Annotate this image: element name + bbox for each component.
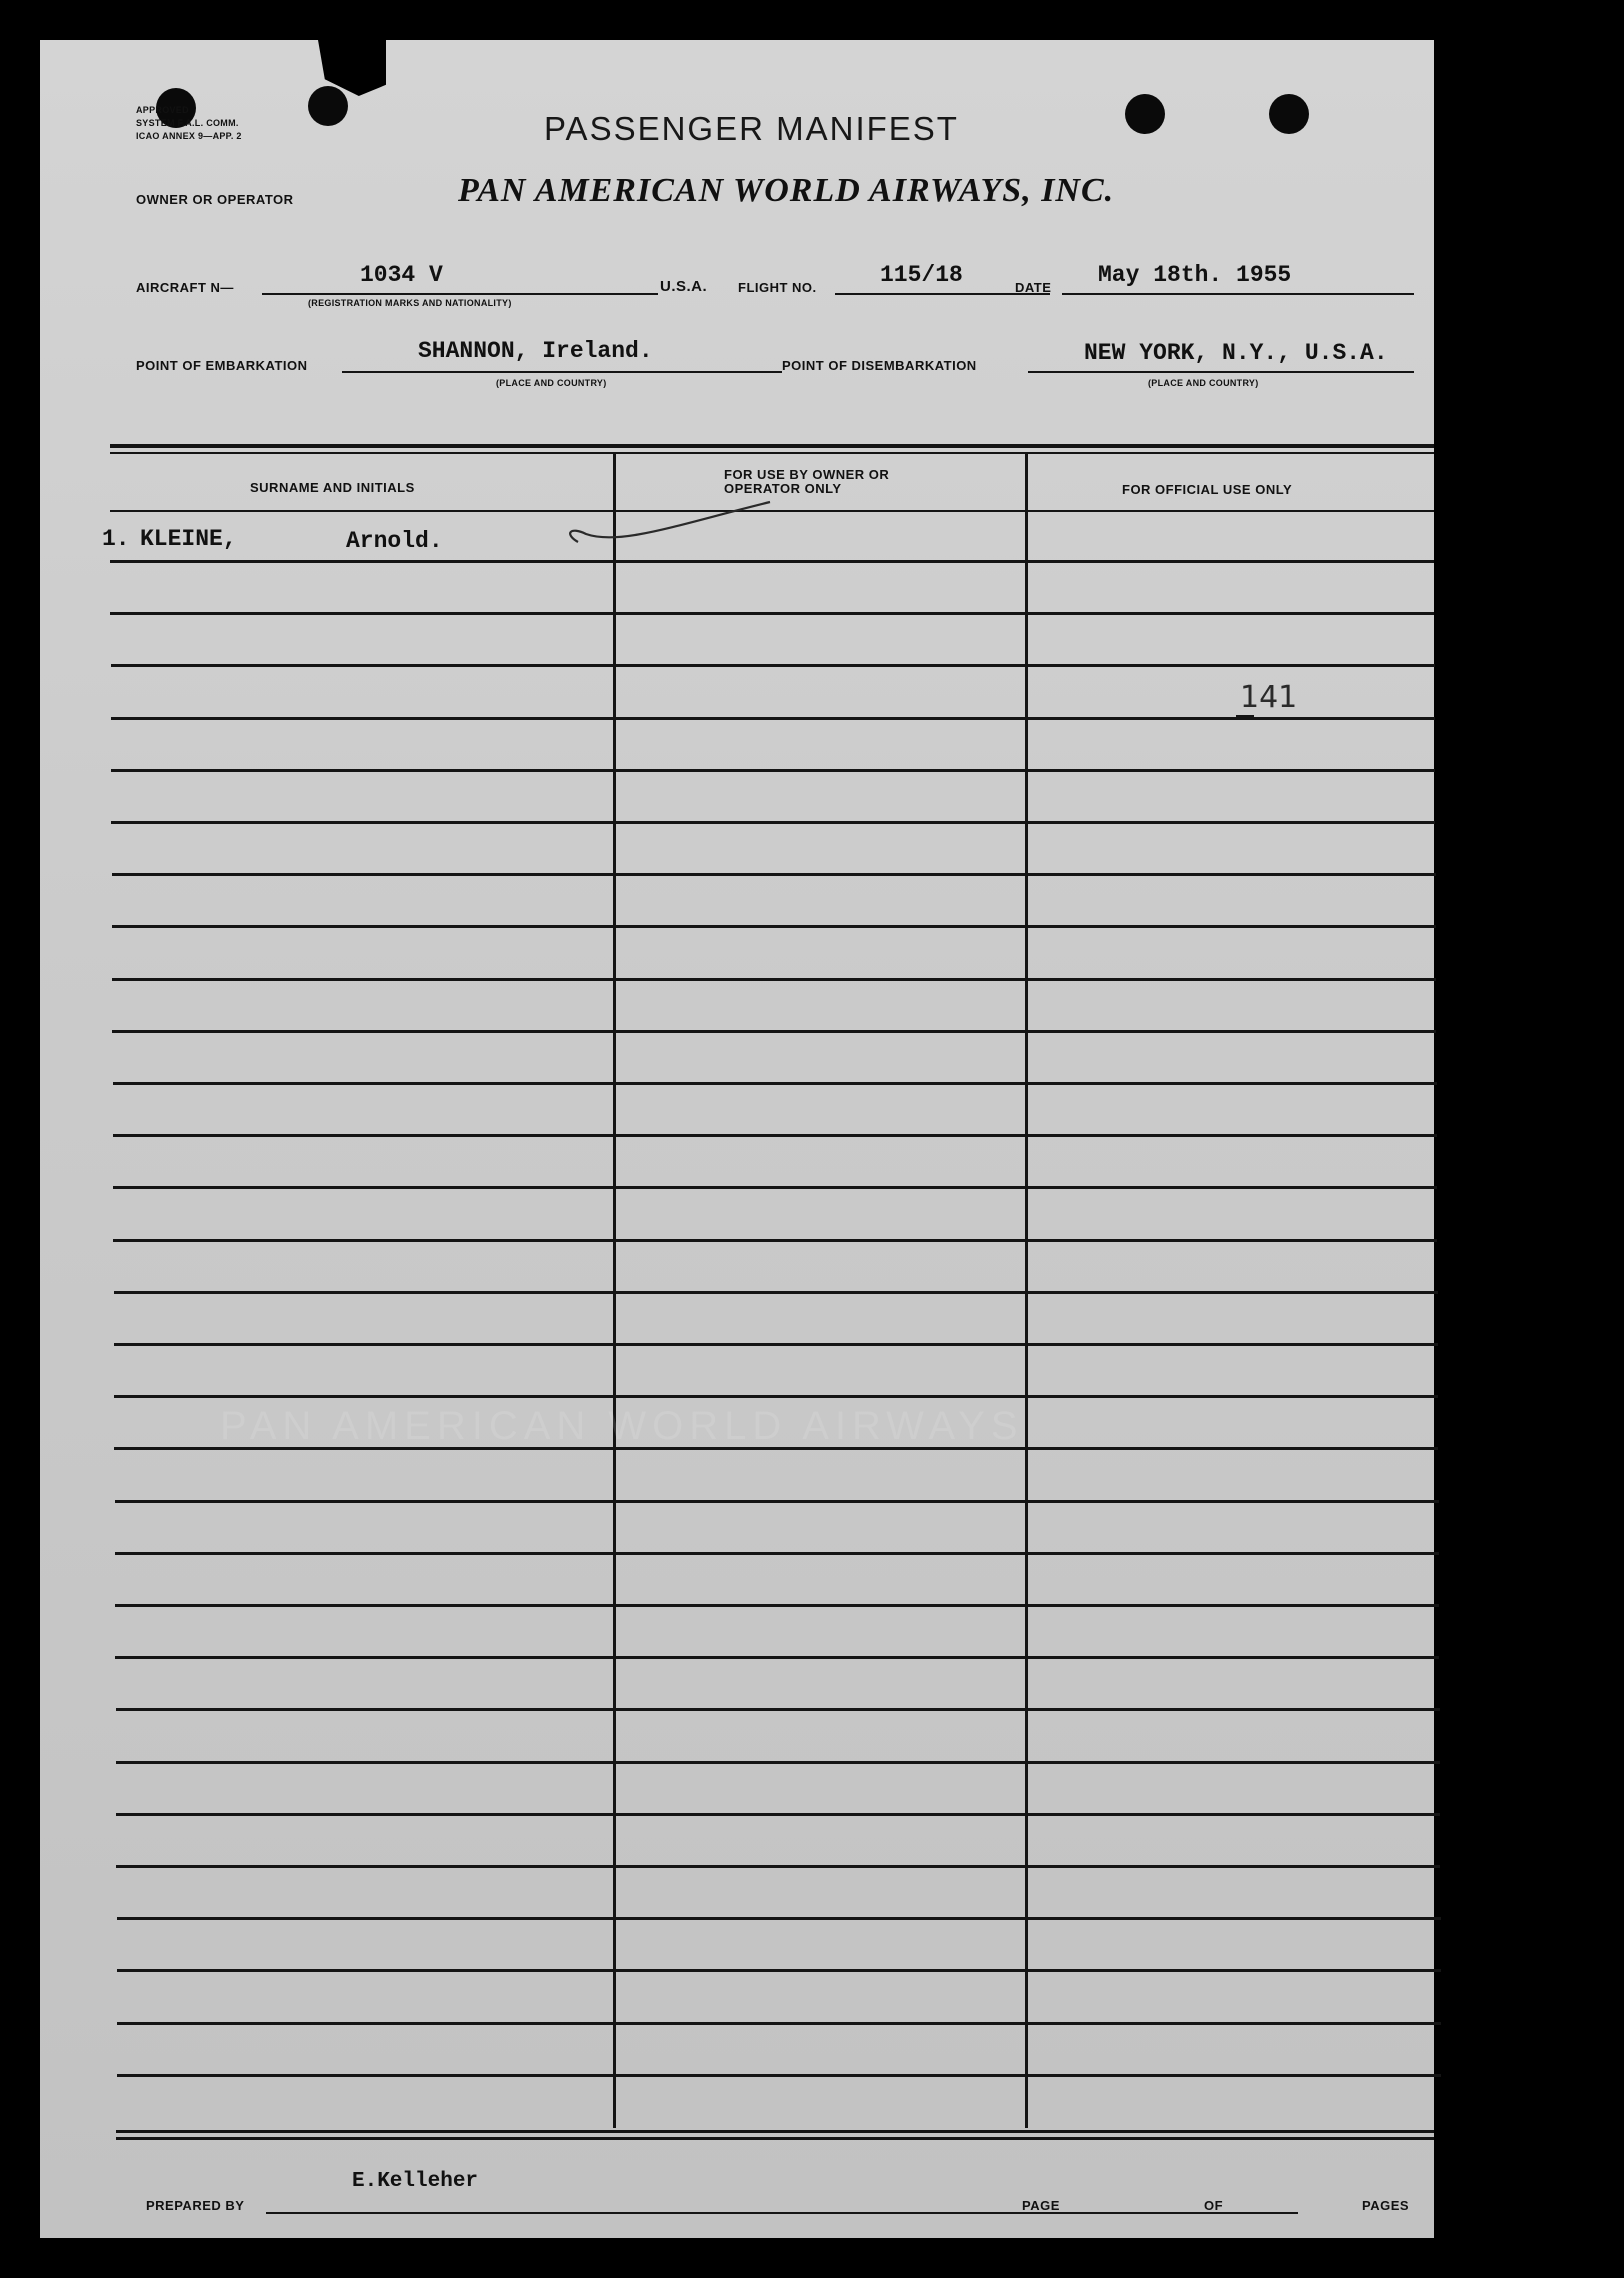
flight-no-label: FLIGHT NO. — [738, 280, 817, 295]
table-row-line — [111, 664, 1435, 667]
approval-line: APPROVED — [136, 105, 189, 115]
embarkation-value: SHANNON, Ireland. — [418, 338, 653, 364]
of-label: OF — [1204, 2198, 1224, 2213]
table-row-line — [117, 2022, 1441, 2025]
aircraft-label: AIRCRAFT N— — [136, 280, 234, 295]
disembarkation-label: POINT OF DISEMBARKATION — [782, 358, 977, 373]
approval-line: ICAO ANNEX 9—APP. 2 — [136, 131, 242, 141]
table-row-line — [116, 1813, 1440, 1816]
embarkation-caption: (PLACE AND COUNTRY) — [496, 378, 607, 388]
official-mark: 141 — [1240, 680, 1298, 715]
date-value: May 18th. 1955 — [1098, 262, 1292, 288]
aircraft-value: 1034 V — [360, 262, 443, 288]
handwritten-check-mark — [560, 494, 780, 564]
punch-hole — [1125, 94, 1165, 134]
table-row-line — [112, 925, 1436, 928]
table-bottom-rule — [116, 2130, 1434, 2133]
table-row-line — [115, 1500, 1439, 1503]
column-header-operator: FOR USE BY OWNER OR OPERATOR ONLY — [724, 467, 890, 496]
page-label: PAGE — [1022, 2198, 1060, 2213]
table-row-line — [110, 612, 1434, 615]
passenger-given-name: Arnold. — [346, 528, 443, 554]
table-row-line — [111, 821, 1435, 824]
table-row-line — [114, 1343, 1438, 1346]
table-row-line — [113, 1239, 1437, 1242]
disembarkation-caption: (PLACE AND COUNTRY) — [1148, 378, 1259, 388]
table-row-line — [116, 1761, 1440, 1764]
owner-label: OWNER OR OPERATOR — [136, 192, 294, 207]
registration-caption: (REGISTRATION MARKS AND NATIONALITY) — [308, 298, 512, 308]
table-row-line — [114, 1395, 1438, 1398]
punch-hole — [308, 86, 348, 126]
table-row-line — [117, 1969, 1441, 1972]
watermark: PAN AMERICAN WORLD AIRWAYS — [220, 1404, 1024, 1448]
table-row-line — [113, 1186, 1437, 1189]
usa-label: U.S.A. — [660, 278, 708, 295]
table-row-line — [110, 560, 1434, 563]
punch-hole — [1269, 94, 1309, 134]
disembarkation-value: NEW YORK, N.Y., U.S.A. — [1084, 340, 1388, 366]
table-row-line — [116, 1865, 1440, 1868]
column-header-official: FOR OFFICIAL USE ONLY — [1122, 482, 1293, 497]
table-row-line — [112, 873, 1436, 876]
embarkation-label: POINT OF EMBARKATION — [136, 358, 308, 373]
table-row-line — [113, 1134, 1437, 1137]
manifest-sheet — [40, 40, 1434, 2238]
table-row-line — [114, 1291, 1438, 1294]
prepared-by-value: E.Kelleher — [352, 2170, 479, 2193]
table-row-line — [117, 1917, 1441, 1920]
table-row-line — [112, 1030, 1436, 1033]
column-header-surname: SURNAME AND INITIALS — [250, 480, 415, 495]
date-label: DATE — [1015, 280, 1052, 295]
owner-value: PAN AMERICAN WORLD AIRWAYS, INC. — [458, 172, 1115, 209]
flight-no-value: 115/18 — [880, 262, 963, 288]
table-row-line — [115, 1552, 1439, 1555]
approval-line: SYSTEM F.A.L. COMM. — [136, 118, 239, 128]
pages-label: PAGES — [1362, 2198, 1410, 2213]
passenger-surname: KLEINE, — [140, 526, 237, 552]
table-row-line — [111, 769, 1435, 772]
row-number: 1. — [102, 526, 130, 552]
prepared-by-label: PREPARED BY — [146, 2198, 245, 2213]
table-row-line — [117, 2074, 1441, 2077]
form-title: PASSENGER MANIFEST — [544, 110, 959, 147]
table-row-line — [111, 717, 1435, 720]
table-top-rule — [110, 444, 1434, 448]
table-row-line — [115, 1604, 1439, 1607]
table-row-line — [113, 1082, 1437, 1085]
table-row-line — [115, 1656, 1439, 1659]
table-row-line — [112, 978, 1436, 981]
table-row-line — [116, 1708, 1440, 1711]
